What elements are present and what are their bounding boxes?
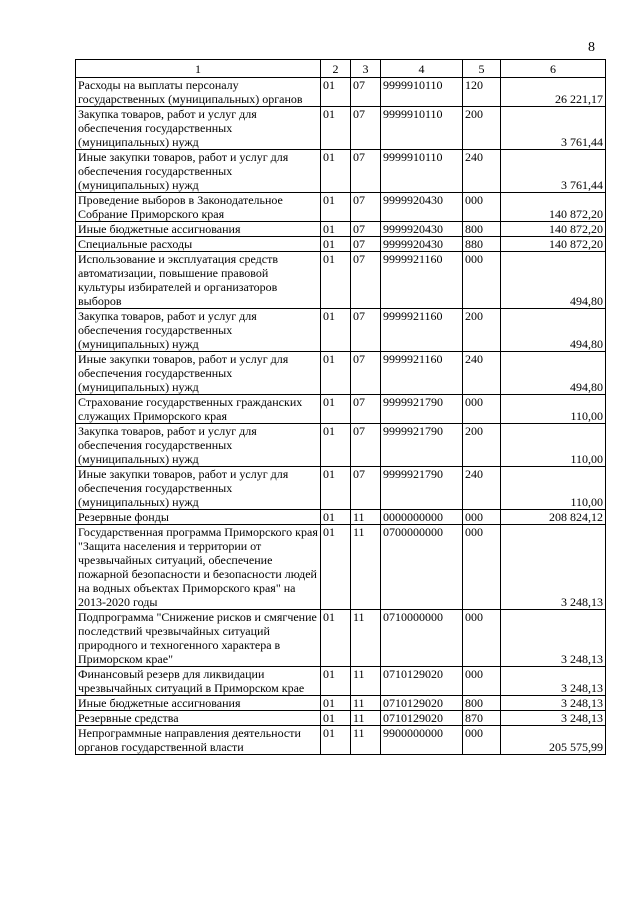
item-name-cell: Иные бюджетные ассигнования [76, 696, 321, 711]
table-row [76, 610, 606, 667]
expense-type-code-cell: 800 [463, 222, 501, 237]
amount-cell: 3 248,13 [501, 667, 606, 696]
column-header: 2 [321, 60, 351, 78]
subsection-code-cell: 11 [351, 696, 381, 711]
amount-cell: 208 824,12 [501, 510, 606, 525]
amount-cell: 494,80 [501, 352, 606, 395]
section-code-cell: 01 [321, 193, 351, 222]
table-row [76, 510, 606, 525]
item-name-cell: Иные закупки товаров, работ и услуг для обеспечения государственных (муниципальных) нужд [76, 150, 321, 193]
page-number: 8 [588, 40, 595, 55]
item-name-cell: Проведение выборов в Законодательное Собрание Приморского края [76, 193, 321, 222]
section-code-cell: 01 [321, 711, 351, 726]
amount-cell: 205 575,99 [501, 726, 606, 755]
table-row [76, 222, 606, 237]
table-row [76, 696, 606, 711]
table-row [76, 150, 606, 193]
target-item-code-cell: 9999921790 [381, 424, 463, 467]
amount-cell: 110,00 [501, 467, 606, 510]
table-row [76, 467, 606, 510]
expense-type-code-cell: 000 [463, 252, 501, 309]
subsection-code-cell: 11 [351, 510, 381, 525]
section-code-cell: 01 [321, 222, 351, 237]
table-row [76, 726, 606, 755]
column-header: 3 [351, 60, 381, 78]
section-code-cell: 01 [321, 78, 351, 107]
target-item-code-cell: 0000000000 [381, 510, 463, 525]
section-code-cell: 01 [321, 610, 351, 667]
subsection-code-cell: 07 [351, 150, 381, 193]
section-code-cell: 01 [321, 667, 351, 696]
target-item-code-cell: 9999910110 [381, 150, 463, 193]
amount-cell: 494,80 [501, 252, 606, 309]
item-name-cell: Иные закупки товаров, работ и услуг для обеспечения государственных (муниципальных) нужд [76, 467, 321, 510]
amount-cell: 494,80 [501, 309, 606, 352]
amount-cell: 140 872,20 [501, 222, 606, 237]
target-item-code-cell: 9999920430 [381, 222, 463, 237]
amount-cell: 3 761,44 [501, 150, 606, 193]
subsection-code-cell: 07 [351, 352, 381, 395]
target-item-code-cell: 9999921160 [381, 352, 463, 395]
section-code-cell: 01 [321, 107, 351, 150]
amount-cell: 110,00 [501, 395, 606, 424]
section-code-cell: 01 [321, 467, 351, 510]
expense-type-code-cell: 870 [463, 711, 501, 726]
item-name-cell: Специальные расходы [76, 237, 321, 252]
expense-type-code-cell: 240 [463, 150, 501, 193]
section-code-cell: 01 [321, 395, 351, 424]
item-name-cell: Непрограммные направления деятельности органов государственной власти [76, 726, 321, 755]
expense-type-code-cell: 120 [463, 78, 501, 107]
amount-cell: 3 248,13 [501, 711, 606, 726]
item-name-cell: Закупка товаров, работ и услуг для обеспечения государственных (муниципальных) нужд [76, 424, 321, 467]
expense-type-code-cell: 000 [463, 395, 501, 424]
target-item-code-cell: 9999920430 [381, 193, 463, 222]
item-name-cell: Иные бюджетные ассигнования [76, 222, 321, 237]
amount-cell: 140 872,20 [501, 193, 606, 222]
subsection-code-cell: 11 [351, 711, 381, 726]
target-item-code-cell: 9999920430 [381, 237, 463, 252]
subsection-code-cell: 07 [351, 252, 381, 309]
item-name-cell: Использование и эксплуатация средств автоматизации, повышение правовой культуры избирателей и организаторов выборов [76, 252, 321, 309]
amount-cell: 140 872,20 [501, 237, 606, 252]
subsection-code-cell: 07 [351, 309, 381, 352]
section-code-cell: 01 [321, 525, 351, 610]
amount-cell: 3 248,13 [501, 696, 606, 711]
item-name-cell: Подпрограмма "Снижение рисков и смягчение последствий чрезвычайных ситуаций природного и техногенного характера в Приморском крае" [76, 610, 321, 667]
table-row [76, 424, 606, 467]
expense-type-code-cell: 000 [463, 667, 501, 696]
amount-cell: 26 221,17 [501, 78, 606, 107]
item-name-cell: Резервные фонды [76, 510, 321, 525]
item-name-cell: Иные закупки товаров, работ и услуг для обеспечения государственных (муниципальных) нужд [76, 352, 321, 395]
target-item-code-cell: 9999910110 [381, 107, 463, 150]
table-row [76, 309, 606, 352]
amount-cell: 110,00 [501, 424, 606, 467]
expense-type-code-cell: 000 [463, 726, 501, 755]
target-item-code-cell: 9999910110 [381, 78, 463, 107]
expense-type-code-cell: 000 [463, 510, 501, 525]
section-code-cell: 01 [321, 150, 351, 193]
item-name-cell: Резервные средства [76, 711, 321, 726]
section-code-cell: 01 [321, 309, 351, 352]
target-item-code-cell: 0710129020 [381, 696, 463, 711]
table-row [76, 395, 606, 424]
target-item-code-cell: 9999921790 [381, 467, 463, 510]
item-name-cell: Финансовый резерв для ликвидации чрезвычайных ситуаций в Приморском крае [76, 667, 321, 696]
target-item-code-cell: 0700000000 [381, 525, 463, 610]
expense-type-code-cell: 240 [463, 352, 501, 395]
table-row [76, 352, 606, 395]
section-code-cell: 01 [321, 696, 351, 711]
expense-type-code-cell: 800 [463, 696, 501, 711]
expense-type-code-cell: 200 [463, 309, 501, 352]
table-row [76, 107, 606, 150]
table-row [76, 711, 606, 726]
item-name-cell: Государственная программа Приморского края "Защита населения и территории от чрезвычайных ситуаций, обеспечение пожарной безопасности и безопасности людей на водных объектах Приморского края" на 2013-2020 годы [76, 525, 321, 610]
table-row [76, 193, 606, 222]
table-row [76, 78, 606, 107]
expense-type-code-cell: 200 [463, 424, 501, 467]
table-row [76, 237, 606, 252]
amount-cell: 3 248,13 [501, 525, 606, 610]
section-code-cell: 01 [321, 726, 351, 755]
target-item-code-cell: 0710129020 [381, 711, 463, 726]
item-name-cell: Закупка товаров, работ и услуг для обеспечения государственных (муниципальных) нужд [76, 107, 321, 150]
target-item-code-cell: 9999921160 [381, 309, 463, 352]
subsection-code-cell: 07 [351, 237, 381, 252]
column-header: 1 [76, 60, 321, 78]
target-item-code-cell: 9999921160 [381, 252, 463, 309]
subsection-code-cell: 07 [351, 467, 381, 510]
expense-type-code-cell: 880 [463, 237, 501, 252]
section-code-cell: 01 [321, 352, 351, 395]
subsection-code-cell: 11 [351, 726, 381, 755]
section-code-cell: 01 [321, 510, 351, 525]
subsection-code-cell: 07 [351, 395, 381, 424]
subsection-code-cell: 07 [351, 193, 381, 222]
subsection-code-cell: 07 [351, 107, 381, 150]
subsection-code-cell: 11 [351, 667, 381, 696]
amount-cell: 3 248,13 [501, 610, 606, 667]
section-code-cell: 01 [321, 424, 351, 467]
expense-type-code-cell: 000 [463, 610, 501, 667]
item-name-cell: Закупка товаров, работ и услуг для обеспечения государственных (муниципальных) нужд [76, 309, 321, 352]
column-header: 5 [463, 60, 501, 78]
section-code-cell: 01 [321, 252, 351, 309]
subsection-code-cell: 07 [351, 78, 381, 107]
section-code-cell: 01 [321, 237, 351, 252]
item-name-cell: Страхование государственных гражданских служащих Приморского края [76, 395, 321, 424]
table-row [76, 667, 606, 696]
expense-type-code-cell: 000 [463, 193, 501, 222]
subsection-code-cell: 07 [351, 424, 381, 467]
subsection-code-cell: 07 [351, 222, 381, 237]
expense-type-code-cell: 200 [463, 107, 501, 150]
expense-type-code-cell: 240 [463, 467, 501, 510]
expense-type-code-cell: 000 [463, 525, 501, 610]
amount-cell: 3 761,44 [501, 107, 606, 150]
target-item-code-cell: 0710129020 [381, 667, 463, 696]
item-name-cell: Расходы на выплаты персоналу государственных (муниципальных) органов [76, 78, 321, 107]
target-item-code-cell: 0710000000 [381, 610, 463, 667]
table-header-row [76, 60, 606, 78]
target-item-code-cell: 9900000000 [381, 726, 463, 755]
table-row [76, 525, 606, 610]
column-header: 4 [381, 60, 463, 78]
table-row [76, 252, 606, 309]
budget-table [75, 59, 606, 755]
column-header: 6 [501, 60, 606, 78]
subsection-code-cell: 11 [351, 610, 381, 667]
target-item-code-cell: 9999921790 [381, 395, 463, 424]
subsection-code-cell: 11 [351, 525, 381, 610]
